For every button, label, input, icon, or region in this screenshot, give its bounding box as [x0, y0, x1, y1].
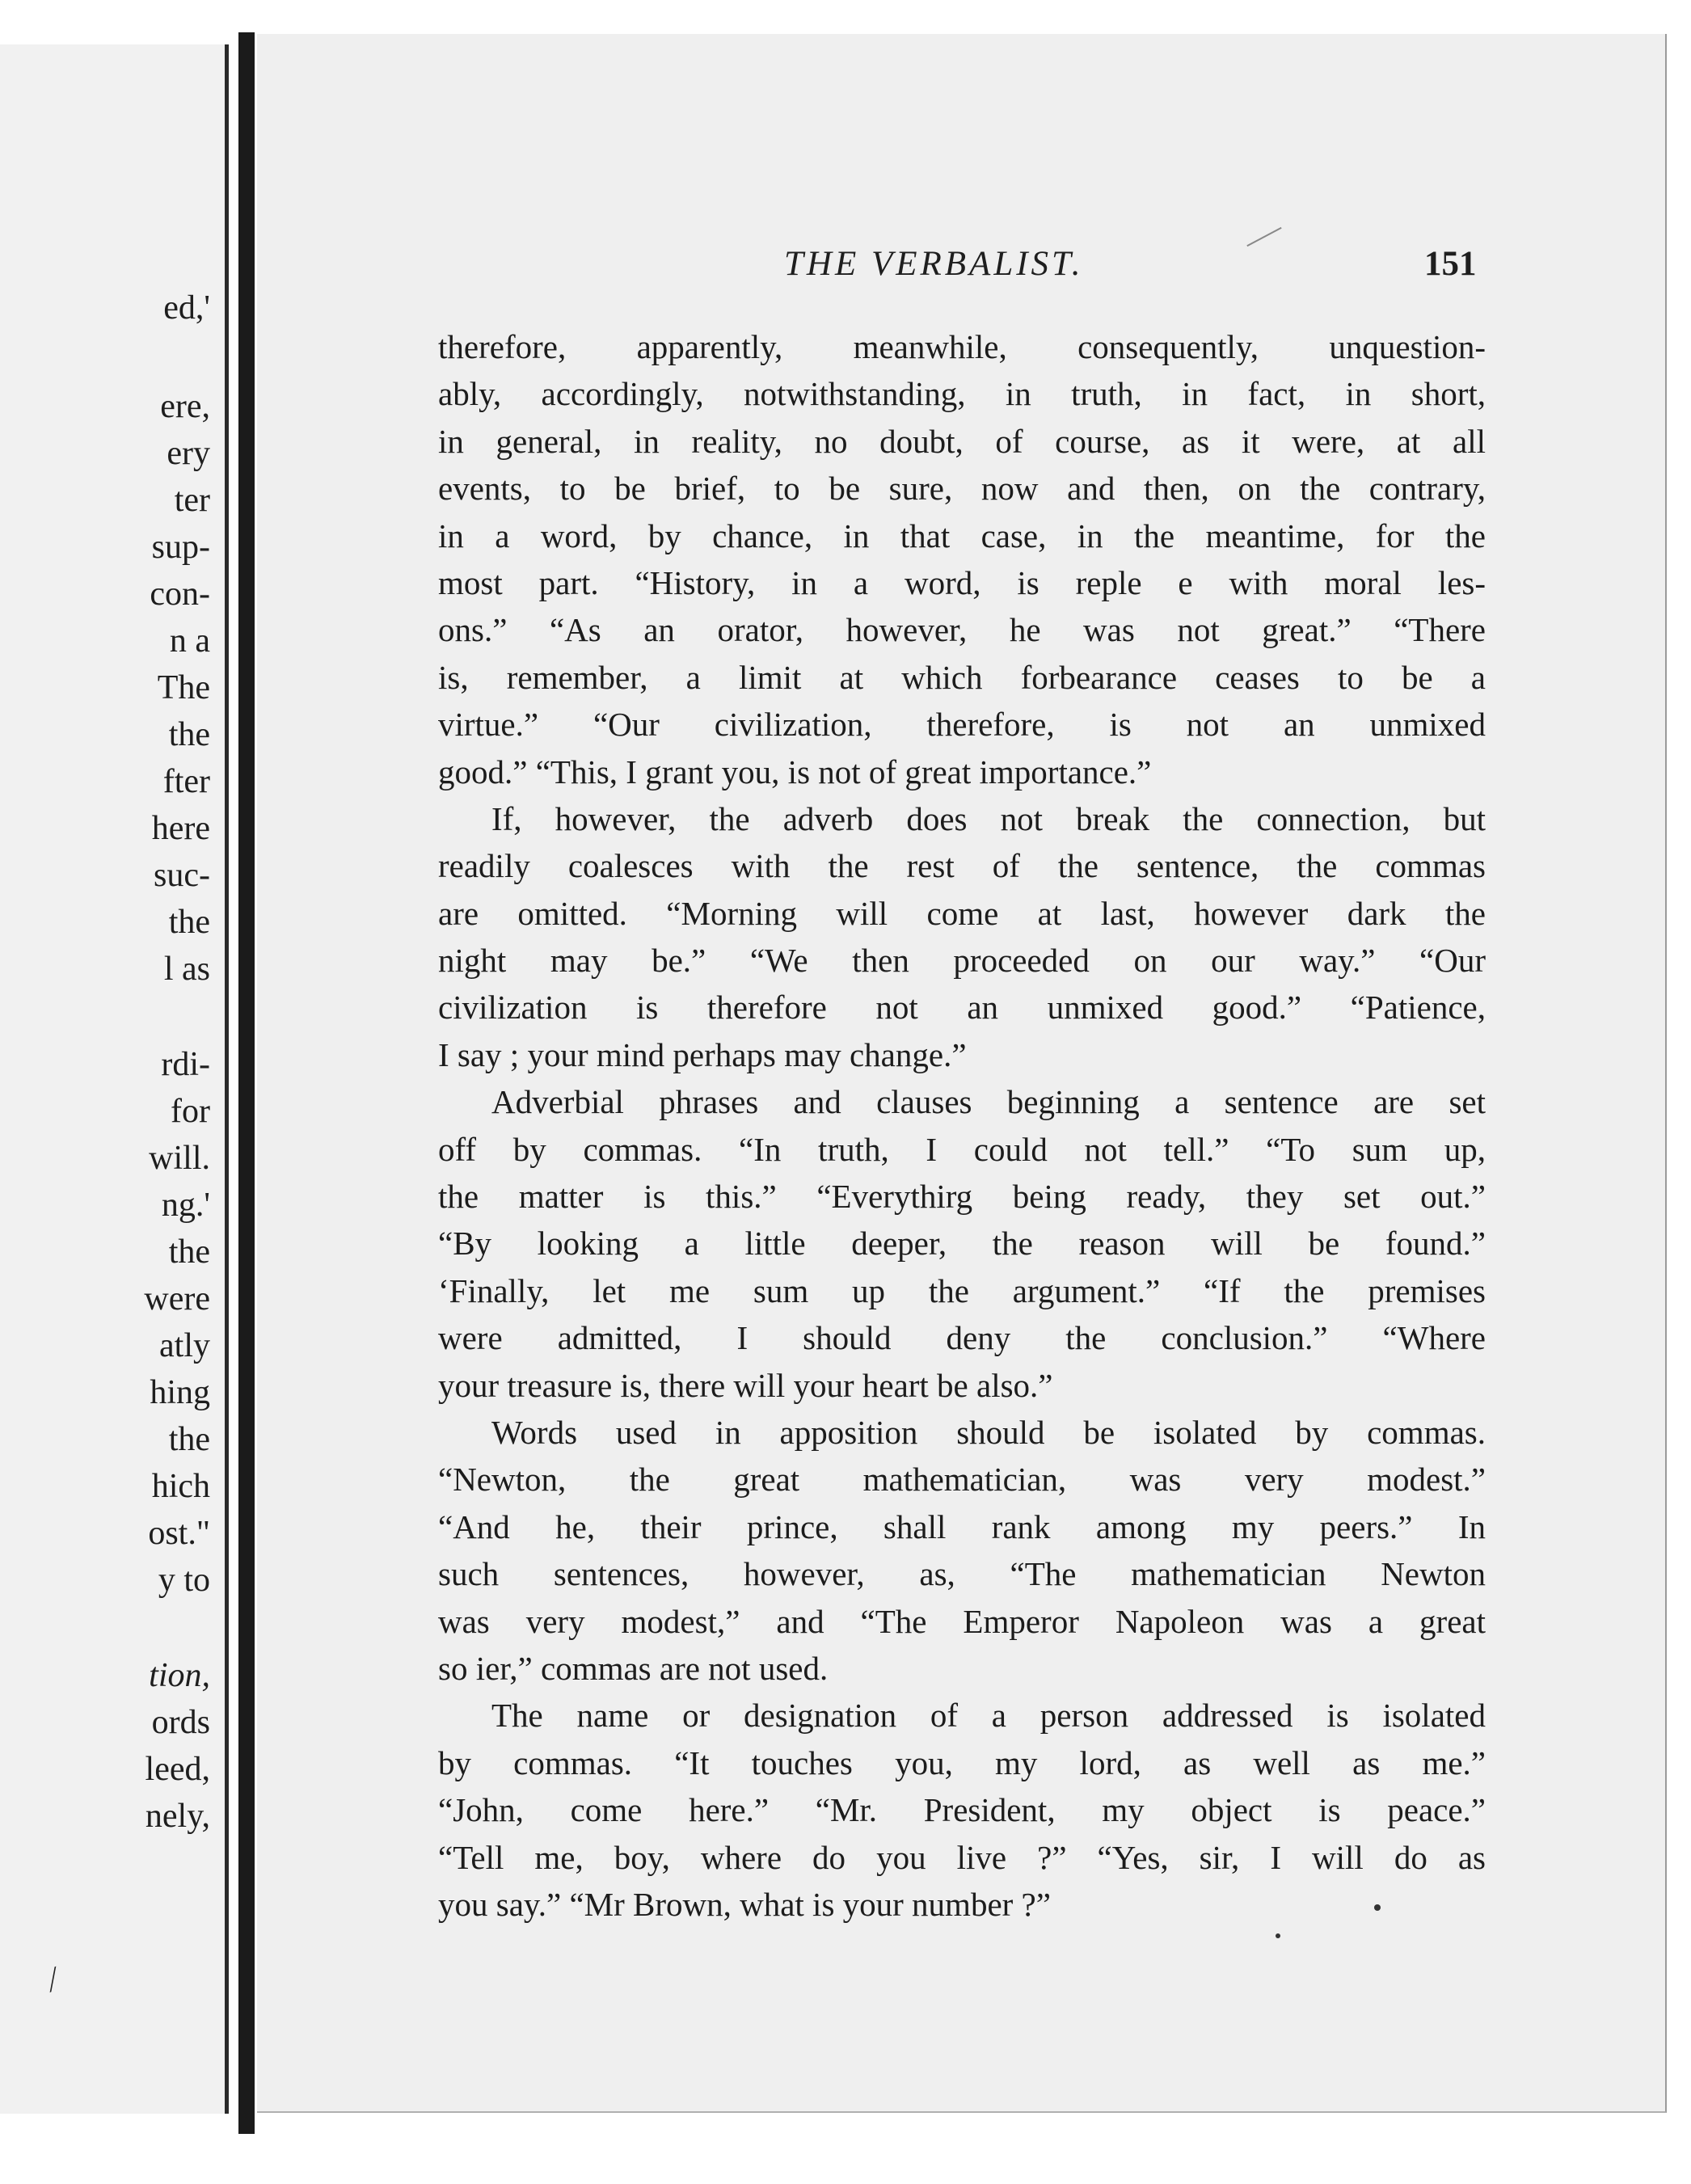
body-text-line: events, to be brief, to be sure, now and then, on the contrary, [438, 470, 1486, 508]
body-text-line: the matter is this.” “Everythirg being ready, they set out.” [438, 1178, 1486, 1216]
body-text-line: Adverbial phrases and clauses beginning a sentence are set [491, 1083, 1486, 1121]
body-text-line: “By looking a little deeper, the reason will be found.” [438, 1225, 1486, 1263]
left-page-line-fragment: the [168, 904, 210, 941]
body-text-line: your treasure is, there will your heart be also.” [438, 1366, 1053, 1404]
body-text-line: good.” “This, I grant you, is not of great importance.” [438, 753, 1152, 791]
body-text-line: ably, accordingly, notwithstanding, in truth, in fact, in short, [438, 375, 1486, 413]
body-text-line: therefore, apparently, meanwhile, consequently, unquestion- [438, 328, 1486, 365]
body-text-line: by commas. “It touches you, my lord, as well as me.” [438, 1743, 1486, 1781]
left-page-line-fragment: n a [169, 622, 210, 660]
scan-bottom-margin [0, 2134, 1691, 2184]
body-text-line: is, remember, a limit at which forbearance ceases to be a [438, 658, 1486, 696]
body-text-line: “John, come here.” “Mr. President, my object is peace.” [438, 1791, 1486, 1829]
page-number: 151 [1424, 245, 1477, 283]
body-text-line: Words used in apposition should be isolated by commas. [491, 1413, 1486, 1451]
body-text-line: so ier,” commas are not used. [438, 1649, 829, 1687]
left-page-line-fragment: here [151, 810, 210, 847]
left-page-line-fragment: l as [163, 951, 210, 988]
body-text-line: night may be.” “We then proceeded on our way.” “Our [438, 942, 1486, 980]
body-text-line: ons.” “As an orator, however, he was not great.” “There [438, 611, 1486, 649]
body-text-line: civilization is therefore not an unmixed good.” “Patience, [438, 989, 1486, 1027]
book-gutter [238, 32, 255, 2134]
body-text-line: If, however, the adverb does not break the connection, but [491, 799, 1486, 837]
stray-dot [1374, 1904, 1381, 1911]
running-head-title: THE VERBALIST. [784, 245, 1084, 283]
body-text-line: most part. “History, in a word, is reple e with moral les- [438, 563, 1486, 601]
body-text-line: you say.” “Mr Brown, what is your number ?” [438, 1885, 1051, 1923]
left-page-line-fragment: ter [174, 482, 210, 519]
left-page-line-fragment: will. [149, 1140, 210, 1177]
left-page-line-fragment: the [168, 1233, 210, 1271]
left-page-line-fragment: fter [162, 763, 210, 800]
body-text-line: in a word, by chance, in that case, in the meantime, for the [438, 516, 1486, 554]
body-text-line: virtue.” “Our civilization, therefore, is not an unmixed [438, 706, 1486, 744]
body-text-line: “And he, their prince, shall rank among my peers.” In [438, 1507, 1486, 1545]
left-page-line-fragment: were [144, 1280, 210, 1318]
body-text-line: “Newton, the great mathematician, was very modest.” [438, 1461, 1486, 1499]
left-page-line-fragment: sup- [151, 529, 210, 566]
left-page-line-fragment: the [168, 716, 210, 753]
body-text-line: was very modest,” and “The Emperor Napoleon was a great [438, 1602, 1486, 1640]
body-text-line: are omitted. “Morning will come at last, however dark the [438, 894, 1486, 932]
left-page-line-fragment: The [157, 669, 210, 706]
body-text-line: The name or designation of a person addressed is isolated [491, 1697, 1486, 1735]
stray-ink-mark: ⁄ [42, 1961, 63, 1997]
body-text-line: such sentences, however, as, “The mathematician Newton [438, 1555, 1486, 1593]
left-page-line-fragment: y to [158, 1562, 210, 1599]
left-page-line-fragment: ng.' [161, 1187, 210, 1224]
body-text-line: off by commas. “In truth, I could not tell.” “To sum up, [438, 1130, 1486, 1168]
left-page-line-fragment: hich [151, 1468, 210, 1505]
left-page-line-fragment: ed,' [163, 289, 210, 327]
left-page-line-fragment: suc- [154, 857, 210, 894]
body-text-line: I say ; your mind perhaps may change.” [438, 1035, 967, 1073]
left-page-line-fragment: ost." [148, 1515, 210, 1552]
body-text-line: in general, in reality, no doubt, of course, as it were, at all [438, 422, 1486, 460]
left-page-line-fragment: tion, [149, 1657, 210, 1694]
body-text-line: readily coalesces with the rest of the sentence, the commas [438, 847, 1486, 885]
left-page-line-fragment: ery [167, 435, 210, 472]
left-page-line-fragment: con- [150, 576, 210, 613]
left-facing-page [0, 44, 229, 2114]
stray-dot [1276, 1933, 1280, 1938]
body-text-line: were admitted, I should deny the conclusion.” “Where [438, 1319, 1486, 1357]
body-text-line: “Tell me, boy, where do you live ?” “Yes, sir, I will do as [438, 1838, 1486, 1876]
left-page-line-fragment: the [168, 1421, 210, 1458]
left-page-line-fragment: for [171, 1093, 210, 1130]
body-text [438, 323, 1486, 1928]
left-page-line-fragment: leed, [145, 1751, 210, 1788]
left-page-line-fragment: ere, [160, 388, 210, 425]
left-page-line-fragment: nely, [145, 1798, 210, 1835]
left-page-line-fragment: atly [159, 1327, 210, 1364]
left-page-line-fragment: ords [151, 1704, 210, 1741]
body-text-line: ‘Finally, let me sum up the argument.” “If the premises [438, 1271, 1486, 1309]
left-page-line-fragment: rdi- [161, 1046, 210, 1083]
left-page-line-fragment: hing [150, 1374, 210, 1411]
